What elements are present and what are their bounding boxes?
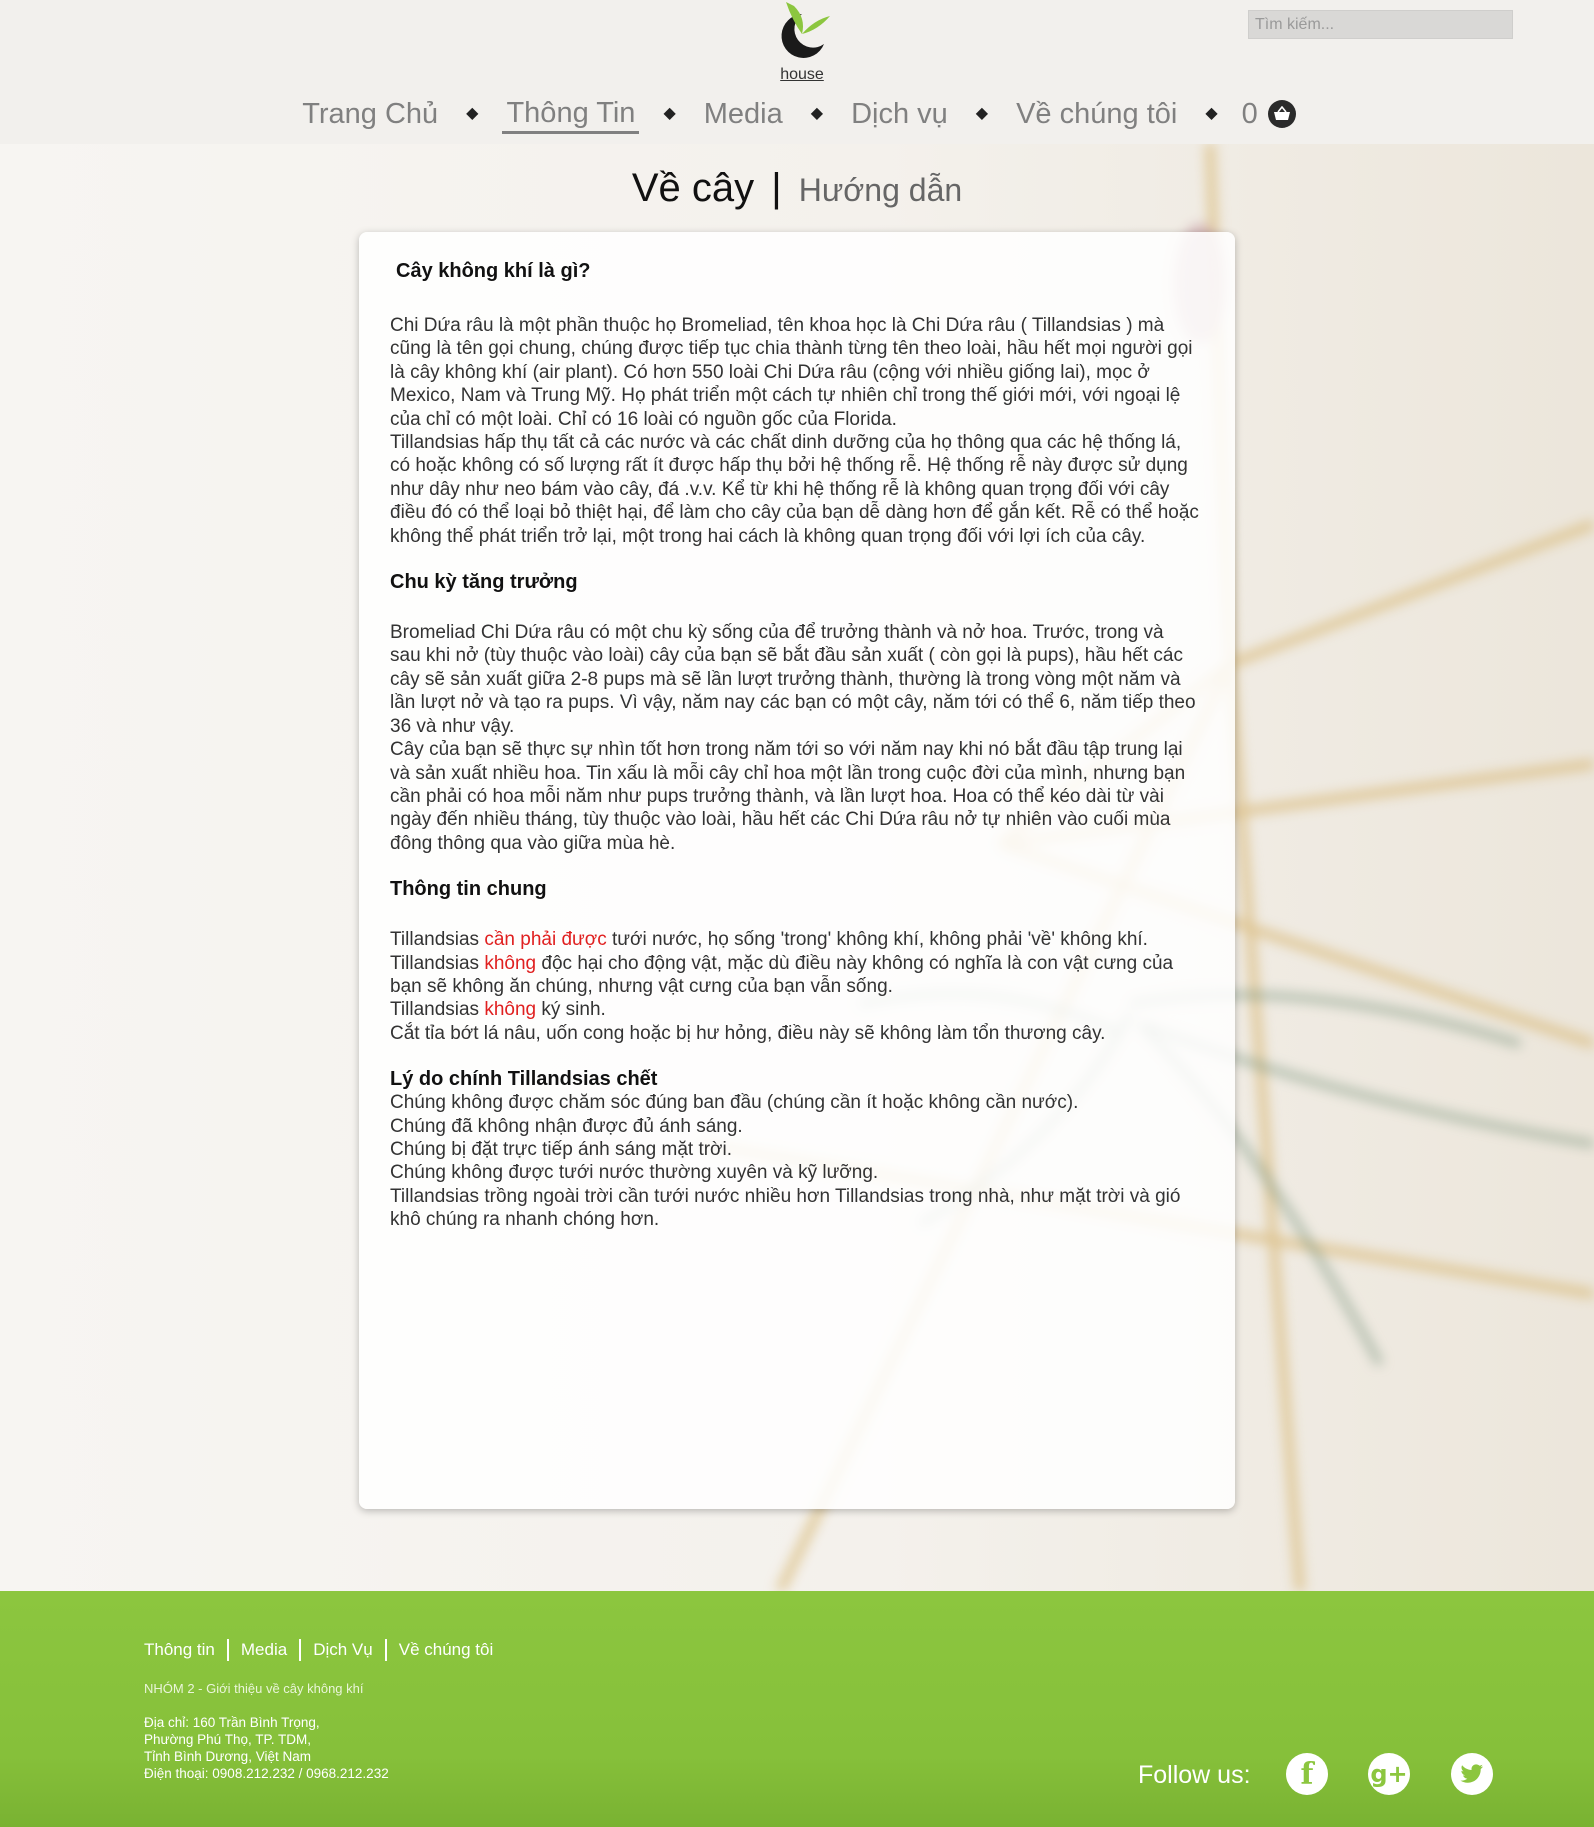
reason-line: Chúng không được tưới nước thường xuyên và kỹ lưỡng.: [390, 1162, 879, 1184]
follow-label: Follow us:: [1138, 1761, 1251, 1789]
nav-separator: ◆: [1205, 105, 1218, 122]
group-credit: NHÓM 2 - Giới thiệu về cây không khí: [144, 1681, 364, 1696]
reason-line: Chúng không được chăm sóc đúng ban đầu (chúng cần ít hoặc không cần nước).: [390, 1092, 1079, 1114]
section-heading: Cây không khí là gì?: [396, 260, 591, 282]
info-line: Tillandsias không độc hại cho động vật, mặc dù điều này không có nghĩa là con vật cưng của bạn sẽ không ăn chúng, nhưng vật cưng của bạn vẫn sống.: [390, 952, 1174, 997]
section-heading: Lý do chính Tillandsias chết: [390, 1068, 658, 1091]
highlight-text: không: [484, 952, 537, 974]
paragraph: Tillandsias hấp thụ tất cả các nước và các chất dinh dưỡng của họ thông qua các hệ thống lá, có hoặc không có số lượng rất ít được hấp thụ bởi hệ thống rễ. Hệ thống rễ này được sử dụng như dây như neo bám vào cây, đá .v.v. Kể từ khi hệ thống rễ là không quan trọng đối với cây điều đó có thể loại bỏ thiệt hại, để làm cho cây của bạn dễ dàng hơn để gắn kết. Rễ có thể hoặc không thể phát triển trở lại, một trong hai cách là không quan trọng đối với lợi ích của cây.: [390, 432, 1199, 547]
leaf-logo-icon: [762, 0, 842, 66]
title-separator: |: [771, 166, 782, 210]
paragraph: Cây của bạn sẽ thực sự nhìn tốt hơn trong năm tới so với năm nay khi nó bắt đầu tập trung lại và sản xuất nhiều hoa. Tin xấu là mỗi cây chỉ hoa một lần trong cuộc đời của mình, nhưng bạn cần phải có hoa mỗi năm như pups trưởng thành, và lần lượt hoa. Hoa có thể kéo dài từ vài ngày đến nhiều tháng, tùy thuộc vào loài, hầu hết các Chi Dứa râu nở tự nhiên vào cuối mùa đông thông qua vào giữa mùa hè.: [390, 739, 1186, 854]
address-line: Địa chỉ: 160 Trần Bình Trọng,: [144, 1715, 320, 1730]
highlight-text: không: [484, 999, 537, 1021]
reason-line: Chúng đã không nhận được đủ ánh sáng.: [390, 1115, 743, 1137]
section-heading: Chu kỳ tăng trưởng: [390, 571, 578, 594]
site-header: [0, 0, 1594, 144]
facebook-icon[interactable]: f: [1286, 1753, 1328, 1795]
page-title-main: Về cây: [631, 166, 755, 210]
section-heading: Thông tin chung: [390, 878, 547, 901]
reason-line: Chúng bị đặt trực tiếp ánh sáng mặt trời.: [390, 1138, 733, 1160]
address-block: [144, 1714, 389, 1782]
reason-line: Tillandsias trồng ngoài trời cần tưới nước nhiều hơn Tillandsias trong nhà, như mặt trời và gió khô chúng ra nhanh chóng hơn.: [390, 1185, 1181, 1231]
nav-item-about[interactable]: Về chúng tôi: [1016, 98, 1178, 130]
logo[interactable]: [762, 0, 842, 90]
nav-separator: ◆: [663, 105, 676, 122]
page-title-sub: Hướng dẫn: [798, 172, 963, 208]
nav-item-services[interactable]: Dịch vụ: [851, 98, 948, 130]
cart-count[interactable]: 0: [1241, 97, 1258, 130]
google-plus-icon[interactable]: g+: [1368, 1753, 1410, 1795]
twitter-icon[interactable]: [1451, 1753, 1493, 1795]
page-title: [0, 166, 1594, 211]
info-line: Tillandsias cần phải được tưới nước, họ sống 'trong' không khí, không phải 'về' không khí.: [390, 929, 1148, 951]
highlight-text: cần phải được: [484, 929, 607, 951]
phone-line: Điện thoại: 0908.212.232 / 0968.212.232: [144, 1766, 389, 1781]
nav-item-info[interactable]: Thông Tin: [502, 95, 639, 134]
content-card: [359, 232, 1235, 1509]
site-footer: [0, 1591, 1594, 1827]
footer-links: [144, 1639, 505, 1661]
nav-separator: ◆: [810, 105, 824, 122]
nav-item-media[interactable]: Media: [703, 98, 783, 130]
address-line: Tỉnh Bình Dương, Việt Nam: [144, 1749, 311, 1764]
info-line: Cắt tỉa bớt lá nâu, uốn cong hoặc bị hư hỏng, điều này sẽ không làm tổn thương cây.: [390, 1022, 1106, 1044]
footer-link-services[interactable]: Dịch Vụ: [299, 1639, 385, 1661]
nav-item-home[interactable]: Trang Chủ: [302, 98, 439, 130]
nav-separator: ◆: [466, 105, 479, 122]
logo-text: house: [780, 66, 824, 83]
info-line: Tillandsias không ký sinh.: [390, 999, 606, 1021]
footer-link-about[interactable]: Về chúng tôi: [385, 1639, 506, 1661]
basket-icon[interactable]: [1268, 100, 1296, 128]
paragraph: Bromeliad Chi Dứa râu có một chu kỳ sống của để trưởng thành và nở hoa. Trước, trong và sau khi nở (tùy thuộc vào loài) cây của bạn sẽ bắt đầu sản xuất ( còn gọi là pups), hầu hết các cây sẽ sản xuất giữa 2-8 pups mà sẽ lần lượt trưởng thành, thường là trong vòng một năm và lần lượt nở và tạo ra pups. Vì vậy, năm nay các bạn có một cây, năm tới có thể 6, năm tiếp theo 36 và như vậy.: [390, 622, 1196, 737]
address-line: Phường Phú Thọ, TP. TDM,: [144, 1732, 311, 1747]
nav-separator: ◆: [975, 105, 989, 122]
paragraph: Chi Dứa râu là một phần thuộc họ Bromeliad, tên khoa học là Chi Dứa râu ( Tillandsias ) mà cũng là tên gọi chung, chúng được tiếp tục chia thành từng tên theo loài, hầu hết mọi người gọi là cây không khí (air plant). Có hơn 550 loài Chi Dứa râu (cộng với nhiều giống lai), mọc ở Mexico, Nam và Trung Mỹ. Họ phát triển một cách tự nhiên chỉ trong thế giới mới, với ngoại lệ của chỉ có một loài. Chỉ có 16 loài có nguồn gốc của Florida.: [390, 315, 1193, 430]
search-input[interactable]: [1248, 10, 1513, 39]
footer-link-info[interactable]: Thông tin: [144, 1640, 215, 1659]
main-nav: [0, 92, 1594, 136]
footer-link-media[interactable]: Media: [227, 1639, 299, 1661]
